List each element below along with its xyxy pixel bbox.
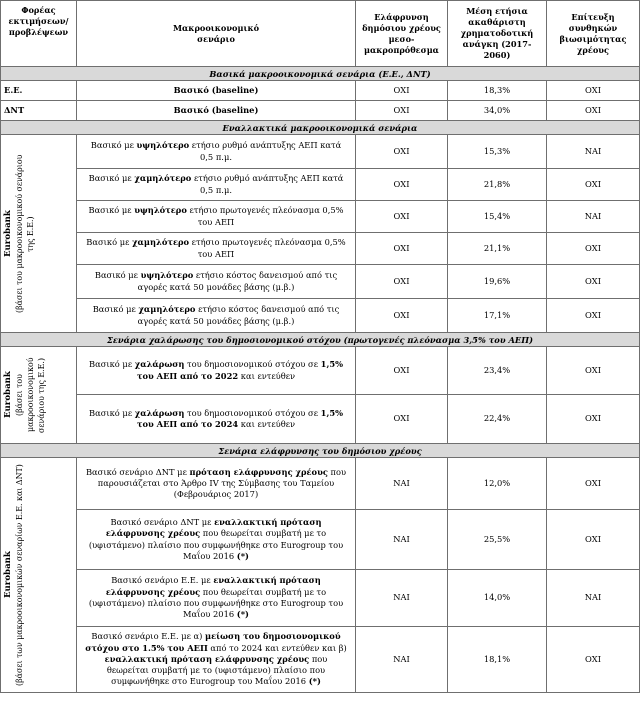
column-header-debt-relief: Ελάφρυνση δημόσιου χρέους μεσο-μακροπρόθεσμα — [356, 1, 448, 67]
scenario-text: Βασικό σενάριο Ε.Ε. με α) — [91, 631, 206, 642]
scenario-text: Βασικό με — [89, 407, 135, 418]
scenario-cell — [77, 101, 356, 121]
table-row — [1, 265, 640, 299]
scenario-text: Βασικό με — [92, 304, 139, 315]
scenario-text: που θεωρείται συμβατή με το (υφιστάμενο) πλαίσιο που συμφωνήθηκε στο Eurogroup του Μαΐου 2016 — [106, 653, 328, 687]
debt-relief-cell: ΟΧΙ — [356, 135, 448, 169]
scenario-emphasis-text: εναλλακτική πρόταση ελάφρυνσης χρέους — [104, 653, 310, 664]
scenario-cell — [77, 81, 356, 101]
scenario-emphasis-text: χαλάρωση — [134, 407, 185, 418]
sustainability-cell: ΟΧΙ — [547, 299, 640, 333]
financing-need-cell: 34,0% — [448, 101, 547, 121]
debt-relief-cell: ΟΧΙ — [356, 265, 448, 299]
group-basis: (βάσει του μακροοικονομικού σενάριου της Ε.Ε.) — [15, 154, 35, 313]
scenario-emphasis-text: υψηλότερο — [140, 270, 194, 281]
sustainability-cell: ΟΧΙ — [547, 233, 640, 265]
debt-relief-cell: ΟΧΙ — [356, 233, 448, 265]
debt-relief-cell: ΝΑΙ — [356, 570, 448, 627]
group-name: Eurobank — [3, 371, 13, 419]
scenario-text: Βασικό σενάριο Ε.Ε. με — [111, 575, 214, 586]
scenario-cell — [77, 169, 356, 201]
scenario-text: Βασικό σενάριο ΔΝΤ με — [110, 516, 215, 527]
section-header-row — [1, 444, 640, 458]
table-row — [1, 395, 640, 444]
debt-relief-cell: ΝΑΙ — [356, 458, 448, 510]
scenario-emphasis-text: χαμηλότερο — [138, 304, 196, 315]
section-title: Εναλλακτικά μακροοικονομικά σενάρια — [1, 121, 640, 135]
entity-cell: Ε.Ε. — [1, 81, 77, 101]
scenario-text: ετήσιο ρυθμό ανάπτυξης ΑΕΠ κατά 0,5 π.μ. — [189, 140, 342, 162]
scenario-emphasis-text: πρόταση ελάφρυνσης χρέους — [189, 466, 328, 477]
scenario-emphasis-text: χαμηλότερο — [132, 237, 190, 248]
financing-need-cell: 12,0% — [448, 458, 547, 510]
financing-need-cell: 21,1% — [448, 233, 547, 265]
sustainability-cell: ΟΧΙ — [547, 81, 640, 101]
scenario-cell — [77, 265, 356, 299]
scenario-text: του δημοσιονομικού στόχου σε — [184, 407, 321, 418]
sustainability-cell: ΟΧΙ — [547, 395, 640, 444]
financing-need-cell: 15,3% — [448, 135, 547, 169]
scenario-text: ετήσιο κόστος δανεισμού από τις αγορές κατά 50 μονάδες βάσης (μ.β.) — [137, 270, 338, 292]
financing-need-cell: 22,4% — [448, 395, 547, 444]
scenario-text: και εντεύθεν — [238, 370, 296, 381]
group-name: Eurobank — [3, 210, 13, 257]
financing-need-cell: 17,1% — [448, 299, 547, 333]
scenario-cell — [77, 510, 356, 570]
sustainability-cell: ΝΑΙ — [547, 135, 640, 169]
scenario-emphasis-text: Βασικό (baseline) — [173, 104, 259, 115]
financing-need-cell: 14,0% — [448, 570, 547, 627]
debt-relief-cell: ΟΧΙ — [356, 169, 448, 201]
debt-relief-cell: ΝΑΙ — [356, 510, 448, 570]
table-row — [1, 233, 640, 265]
scenario-emphasis-text: εναλλακτική πρόταση ελάφρυνσης χρέους — [105, 575, 321, 597]
entity-cell: ΔΝΤ — [1, 101, 77, 121]
scenario-text: και εντεύθεν — [238, 419, 296, 429]
financing-need-cell: 25,5% — [448, 510, 547, 570]
table-row — [1, 101, 640, 121]
financing-need-cell: 18,1% — [448, 627, 547, 693]
table-row — [1, 510, 640, 570]
scenario-cell — [77, 233, 356, 265]
scenario-text: Βασικό με — [89, 359, 135, 370]
group-label-cell — [1, 458, 77, 693]
table-header-row — [1, 1, 640, 67]
table-row — [1, 299, 640, 333]
scenario-emphasis-text: υψηλότερο — [134, 205, 187, 216]
financing-need-cell: 15,4% — [448, 201, 547, 233]
table-row — [1, 458, 640, 510]
sustainability-cell: ΝΑΙ — [547, 570, 640, 627]
scenario-text: Βασικό με — [94, 270, 141, 281]
scenario-cell — [77, 299, 356, 333]
financing-need-cell: 21,8% — [448, 169, 547, 201]
table-row — [1, 169, 640, 201]
column-header-entity: Φορέας εκτιμήσεων/ προβλέψεων — [1, 1, 77, 67]
scenario-emphasis-text: Βασικό (baseline) — [173, 84, 259, 95]
scenario-emphasis-text: (*) — [236, 550, 249, 561]
debt-relief-cell: ΟΧΙ — [356, 201, 448, 233]
scenario-emphasis-text: (*) — [236, 609, 249, 620]
financing-need-cell: 19,6% — [448, 265, 547, 299]
scenario-text: που παρουσιάζεται στο Άρθρο IV της Σύμβασης του Ταμείου (Φεβρουάριος 2017) — [97, 466, 347, 500]
sustainability-cell: ΟΧΙ — [547, 510, 640, 570]
table-row — [1, 627, 640, 693]
scenario-text: που θεωρείται συμβατή με το (υφιστάμενο) πλαίσιο που συμφωνήθηκε στο Eurogroup του Μαΐου 2016 — [88, 528, 344, 561]
scenario-emphasis-text: εναλλακτική πρόταση ελάφρυνσης χρέους — [105, 516, 322, 539]
scenario-text: από το 2024 και εντεύθεν και β) — [207, 642, 347, 653]
group-label — [3, 351, 47, 439]
scenario-emphasis-text: χαμηλότερο — [134, 173, 192, 184]
scenario-text: Βασικό με — [90, 140, 137, 151]
column-header-scenario — [77, 1, 356, 67]
scenario-cell — [77, 347, 356, 395]
column-header-financing-need: Μέση ετήσια ακαθάριστη χρηματοδοτική ανάγκη (2017-2060) — [448, 1, 547, 67]
scenario-text: Βασικό με — [88, 205, 135, 216]
debt-relief-cell: ΟΧΙ — [356, 81, 448, 101]
scenario-text: που θεωρείται συμβατή με το (υφιστάμενο) πλαίσιο που συμφωνήθηκε στο Eurogroup του Μαΐου 2016 — [88, 586, 344, 620]
scenario-cell — [77, 201, 356, 233]
group-label — [3, 148, 36, 320]
sustainability-cell: ΟΧΙ — [547, 458, 640, 510]
scenario-cell — [77, 395, 356, 444]
group-label-cell — [1, 135, 77, 333]
scenario-text: ετήσιο ρυθμό ανάπτυξης ΑΕΠ κατά 0,5 π.μ. — [191, 173, 344, 195]
section-title: Σενάρια χαλάρωσης του δημοσιονομικού στόχου (πρωτογενές πλεόνασμα 3,5% του ΑΕΠ) — [1, 333, 640, 347]
table-row — [1, 201, 640, 233]
table-row — [1, 135, 640, 169]
scenario-text: ετήσιο κόστος δανεισμού από τις αγορές κατά 50 μονάδες βάσης (μ.β.) — [137, 304, 340, 326]
table-row — [1, 81, 640, 101]
scenario-cell — [77, 458, 356, 510]
debt-relief-cell: ΟΧΙ — [356, 395, 448, 444]
sustainability-cell: ΟΧΙ — [547, 265, 640, 299]
financing-need-cell: 18,3% — [448, 81, 547, 101]
scenario-cell — [77, 627, 356, 693]
sustainability-cell: ΝΑΙ — [547, 201, 640, 233]
table-row — [1, 570, 640, 627]
scenario-emphasis-text: 1,5% του ΑΕΠ από το 2022 — [136, 359, 343, 381]
sustainability-cell: ΟΧΙ — [547, 169, 640, 201]
sustainability-cell: ΟΧΙ — [547, 627, 640, 693]
scenario-text: Βασικό με — [88, 173, 135, 184]
scenario-text: Βασικό σενάριο ΔΝΤ με — [85, 466, 190, 477]
column-header-scenario-label: Μακροοικονομικό σενάριο — [172, 22, 260, 44]
section-header-row — [1, 121, 640, 135]
column-header-sustainability: Επίτευξη συνθηκών βιωσιμότητας χρέους — [547, 1, 640, 67]
scenario-text: Βασικό με — [86, 237, 133, 248]
section-title: Βασικά μακροοικονομικά σενάρια (Ε.Ε., ΔΝΤ) — [1, 67, 640, 81]
scenario-text: του δημοσιονομικού στόχου σε — [184, 359, 321, 370]
scenario-cell — [77, 570, 356, 627]
scenario-emphasis-text: υψηλότερο — [136, 140, 190, 151]
table-row — [1, 347, 640, 395]
group-name: Eurobank — [3, 551, 13, 599]
debt-relief-cell: ΟΧΙ — [356, 347, 448, 395]
debt-relief-cell: ΟΧΙ — [356, 299, 448, 333]
group-basis: (βάσει των μακροοικονομικών σεναρίων Ε.Ε. και ΔΝΤ) — [15, 464, 24, 686]
scenario-emphasis-text: (*) — [308, 676, 321, 687]
group-label — [3, 462, 25, 688]
scenario-text: ετήσιο πρωτογενές πλεόνασμα 0,5% του ΑΕΠ — [189, 237, 346, 259]
section-header-row — [1, 333, 640, 347]
section-header-row — [1, 67, 640, 81]
group-label-cell — [1, 347, 77, 444]
scenario-text: ετήσιο πρωτογενές πλεόνασμα 0,5% του ΑΕΠ — [186, 205, 344, 227]
group-basis: (βάσει του μακροοικονομικού σενάριου της Ε.Ε.) — [15, 357, 46, 433]
scenario-emphasis-text: 1,5% του ΑΕΠ από το 2024 — [136, 407, 343, 429]
scenario-emphasis-text: μείωση του δημοσιονομικού στόχου στο 1.5% του ΑΕΠ — [85, 631, 341, 653]
sustainability-cell: ΟΧΙ — [547, 101, 640, 121]
scenario-emphasis-text: χαλάρωση — [134, 359, 185, 370]
debt-relief-cell: ΝΑΙ — [356, 627, 448, 693]
debt-relief-cell: ΟΧΙ — [356, 101, 448, 121]
financing-need-cell: 23,4% — [448, 347, 547, 395]
scenario-cell — [77, 135, 356, 169]
sustainability-cell: ΟΧΙ — [547, 347, 640, 395]
section-title: Σενάρια ελάφρυνσης του δημόσιου χρέους — [1, 444, 640, 458]
